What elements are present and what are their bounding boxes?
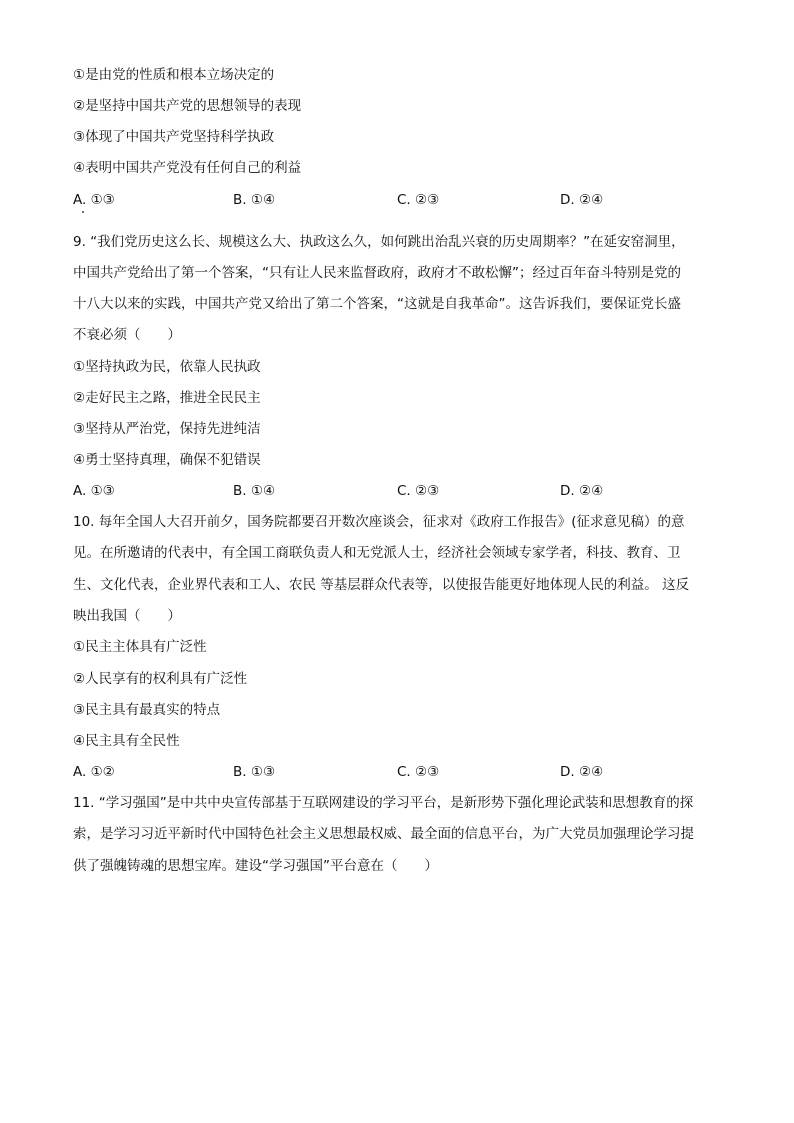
q9-option-b: B. ①④ [233, 483, 276, 499]
q8-option-c: C. ②③ [397, 192, 440, 208]
q9-option-c: C. ②③ [397, 483, 440, 499]
q8-option-d: D. ②④ [560, 192, 604, 208]
q10-stem-line-1: 10. 每年全国人大召开前夕，国务院都要召开数次座谈会，征求对《政府工作报告》(征求意见稿）的意 [73, 514, 685, 530]
q8-item-3: ③体现了中国共产党坚持科学执政 [73, 129, 275, 145]
q9-option-a: A. ①③ [73, 483, 115, 499]
q10-item-4: ④民主具有全民性 [73, 733, 180, 749]
q8-item-2: ②是坚持中国共产党的思想领导的表现 [73, 98, 302, 114]
q10-option-a: A. ①② [73, 764, 115, 780]
q10-item-2: ②人民享有的权利具有广泛性 [73, 671, 248, 687]
q8-options [73, 190, 673, 210]
q10-stem-line-4: 映出我国（ ） [73, 608, 181, 624]
q9-stem-line-1: 9. “我们党历史这么长、规模这么大、执政这么久，如何跳出治乱兴衰的历史周期率？”在延安窑洞里， [73, 234, 685, 250]
q10-item-3: ③民主具有最真实的特点 [73, 702, 221, 718]
q8-item-4: ④表明中国共产党没有任何自己的利益 [73, 160, 302, 176]
q10-stem-line-3: 生、文化代表，企业界代表和工人、农民 等基层群众代表等，以使报告能更好地体现人民的利益。 这反 [73, 577, 690, 593]
q11-stem-line-3: 供了强魄铸魂的思想宝库。建设“学习强国”平台意在（ ） [73, 858, 438, 874]
q9-stem-line-4: 不衰必须（ ） [73, 327, 181, 343]
q9-item-3: ③坚持从严治党，保持先进纯洁 [73, 421, 261, 437]
q9-options [73, 481, 673, 501]
q10-stem-line-2: 见。在所邀请的代表中，有全国工商联负责人和无党派人士，经济社会领域专家学者，科技、教育、卫 [73, 545, 681, 561]
q10-item-1: ①民主主体具有广泛性 [73, 639, 207, 655]
q10-option-b: B. ①③ [233, 764, 276, 780]
stray-mark [82, 211, 84, 213]
q9-stem-line-2: 中国共产党给出了第一个答案，“只有让人民来监督政府，政府才不敢松懈”；经过百年奋斗特别是党的 [73, 265, 681, 281]
q8-option-b: B. ①④ [233, 192, 276, 208]
q10-option-d: D. ②④ [560, 764, 604, 780]
q8-option-a: A. ①③ [73, 192, 115, 208]
q11-stem-line-1: 11. “学习强国”是中共中央宣传部基于互联网建设的学习平台，是新形势下强化理论武装和思想教育的探 [73, 795, 694, 811]
q9-item-2: ②走好民主之路，推进全民民主 [73, 390, 261, 406]
q8-item-1: ①是由党的性质和根本立场决定的 [73, 67, 275, 83]
q9-option-d: D. ②④ [560, 483, 604, 499]
q11-stem-line-2: 索，是学习习近平新时代中国特色社会主义思想最权威、最全面的信息平台，为广大党员加强理论学习提 [73, 826, 694, 842]
q10-option-c: C. ②③ [397, 764, 440, 780]
q9-item-4: ④勇士坚持真理，确保不犯错误 [73, 452, 261, 468]
q9-item-1: ①坚持执政为民，依靠人民执政 [73, 359, 261, 375]
q10-options [73, 762, 673, 782]
q9-stem-line-3: 十八大以来的实践，中国共产党又给出了第二个答案，“这就是自我革命”。这告诉我们，要保证党长盛 [73, 296, 681, 312]
